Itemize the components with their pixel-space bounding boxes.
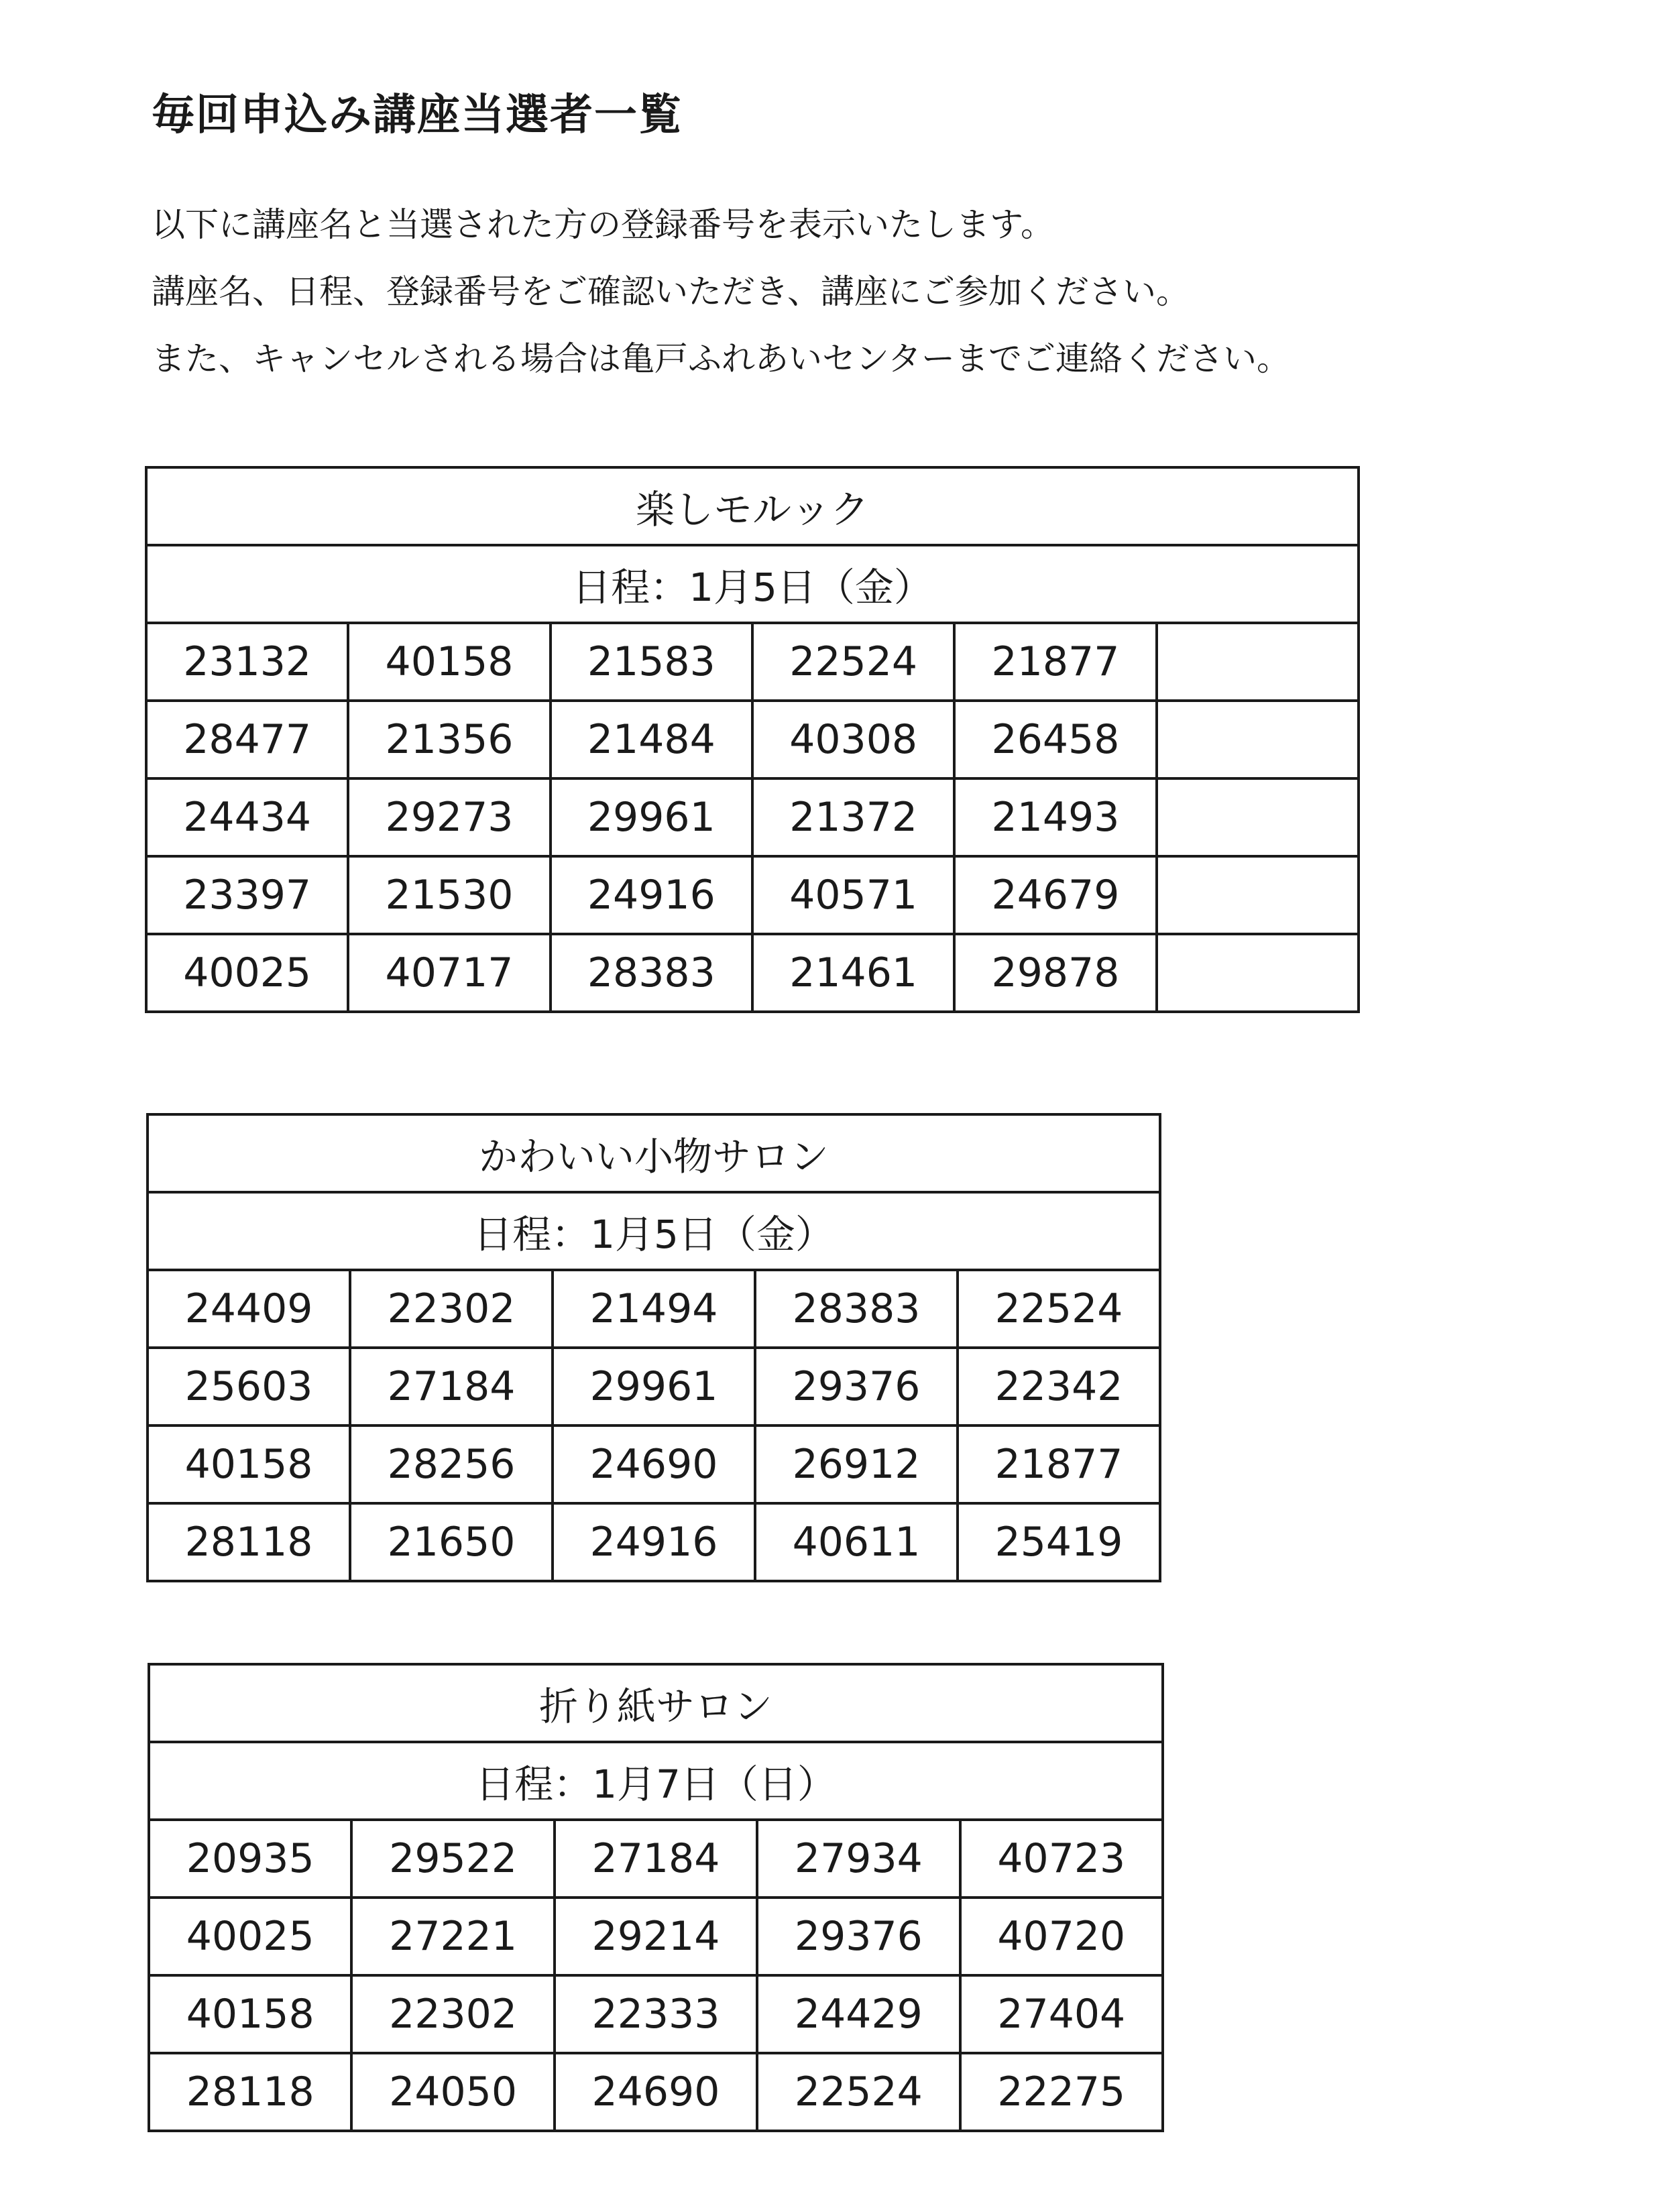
registration-number: 24679	[954, 856, 1156, 934]
registration-number: 40158	[148, 1425, 350, 1503]
course-name-row	[148, 1114, 1160, 1192]
intro-text	[152, 191, 1290, 392]
registration-number: 24916	[553, 1503, 755, 1581]
empty-cell	[1157, 623, 1359, 701]
registration-number: 24916	[551, 856, 752, 934]
empty-cell	[1157, 856, 1359, 934]
course-schedule-row	[149, 1742, 1163, 1820]
registration-number: 27404	[960, 1975, 1163, 2053]
table-row	[148, 1503, 1160, 1581]
registration-number: 28118	[149, 2053, 351, 2131]
registration-number: 28383	[551, 934, 752, 1012]
registration-number: 40720	[960, 1898, 1163, 1975]
table-row	[149, 1975, 1163, 2053]
registration-number: 28118	[148, 1503, 350, 1581]
page-title: 毎回申込み講座当選者一覧	[152, 91, 683, 140]
registration-number: 22302	[350, 1270, 553, 1348]
table-row	[149, 1820, 1163, 1898]
registration-number: 28256	[350, 1425, 553, 1503]
registration-number: 40717	[348, 934, 550, 1012]
registration-number: 27184	[555, 1820, 757, 1898]
intro-line: 講座名、日程、登録番号をご確認いただき、講座にご参加ください。	[152, 272, 1190, 311]
registration-number: 24429	[757, 1975, 960, 2053]
intro-line: また、キャンセルされる場合は亀戸ふれあいセンターまでご連絡ください。	[152, 339, 1290, 378]
empty-cell	[1157, 778, 1359, 856]
table-row	[146, 701, 1359, 778]
registration-number: 23397	[146, 856, 348, 934]
course-name: かわいい小物サロン	[148, 1114, 1160, 1192]
course-schedule: 日程：1月7日（日）	[149, 1742, 1163, 1820]
course-schedule-row	[146, 545, 1359, 623]
registration-number: 29214	[555, 1898, 757, 1975]
registration-number: 24409	[148, 1270, 350, 1348]
registration-number: 40571	[752, 856, 954, 934]
registration-number: 29376	[755, 1348, 958, 1425]
registration-number: 40308	[752, 701, 954, 778]
registration-number: 40723	[960, 1820, 1163, 1898]
course-name: 楽しモルック	[146, 467, 1359, 545]
registration-number: 22524	[757, 2053, 960, 2131]
registration-number: 28477	[146, 701, 348, 778]
course-schedule: 日程：1月5日（金）	[146, 545, 1359, 623]
registration-number: 27934	[757, 1820, 960, 1898]
registration-number: 29522	[351, 1820, 554, 1898]
registration-number: 21461	[752, 934, 954, 1012]
registration-number: 29961	[551, 778, 752, 856]
registration-number: 29961	[553, 1348, 755, 1425]
table-row	[148, 1425, 1160, 1503]
registration-number: 21877	[958, 1425, 1160, 1503]
registration-number: 27221	[351, 1898, 554, 1975]
course-schedule: 日程：1月5日（金）	[148, 1192, 1160, 1270]
empty-cell	[1157, 701, 1359, 778]
registration-number: 29878	[954, 934, 1156, 1012]
registration-number: 21877	[954, 623, 1156, 701]
registration-number: 26458	[954, 701, 1156, 778]
empty-cell	[1157, 934, 1359, 1012]
registration-number: 21583	[551, 623, 752, 701]
table-row	[146, 934, 1359, 1012]
registration-number: 24434	[146, 778, 348, 856]
course-table-kawaii-komono-salon	[146, 1113, 1161, 1582]
course-schedule-row	[148, 1192, 1160, 1270]
registration-number: 29376	[757, 1898, 960, 1975]
registration-number: 21493	[954, 778, 1156, 856]
registration-number: 24690	[553, 1425, 755, 1503]
registration-number: 40158	[149, 1975, 351, 2053]
registration-number: 21372	[752, 778, 954, 856]
registration-number: 20935	[149, 1820, 351, 1898]
course-table-tanoshi-molkky	[145, 466, 1360, 1013]
registration-number: 22524	[958, 1270, 1160, 1348]
registration-number: 23132	[146, 623, 348, 701]
table-row	[149, 1898, 1163, 1975]
table-row	[146, 856, 1359, 934]
registration-number: 26912	[755, 1425, 958, 1503]
registration-number: 25603	[148, 1348, 350, 1425]
registration-number: 21356	[348, 701, 550, 778]
intro-line: 以下に講座名と当選された方の登録番号を表示いたします。	[152, 205, 1054, 244]
course-name: 折り紙サロン	[149, 1664, 1163, 1742]
registration-number: 28383	[755, 1270, 958, 1348]
registration-number: 40611	[755, 1503, 958, 1581]
registration-number: 29273	[348, 778, 550, 856]
table-row	[146, 623, 1359, 701]
registration-number: 21494	[553, 1270, 755, 1348]
table-row	[149, 2053, 1163, 2131]
course-name-row	[146, 467, 1359, 545]
registration-number: 22342	[958, 1348, 1160, 1425]
registration-number: 40025	[149, 1898, 351, 1975]
registration-number: 22333	[555, 1975, 757, 2053]
registration-number: 24050	[351, 2053, 554, 2131]
course-name-row	[149, 1664, 1163, 1742]
registration-number: 40025	[146, 934, 348, 1012]
registration-number: 21650	[350, 1503, 553, 1581]
registration-number: 25419	[958, 1503, 1160, 1581]
table-row	[148, 1270, 1160, 1348]
registration-number: 24690	[555, 2053, 757, 2131]
registration-number: 27184	[350, 1348, 553, 1425]
registration-number: 22275	[960, 2053, 1163, 2131]
registration-number: 22524	[752, 623, 954, 701]
registration-number: 40158	[348, 623, 550, 701]
table-row	[146, 778, 1359, 856]
registration-number: 21530	[348, 856, 550, 934]
registration-number: 21484	[551, 701, 752, 778]
course-table-origami-salon	[148, 1663, 1164, 2132]
registration-number: 22302	[351, 1975, 554, 2053]
table-row	[148, 1348, 1160, 1425]
